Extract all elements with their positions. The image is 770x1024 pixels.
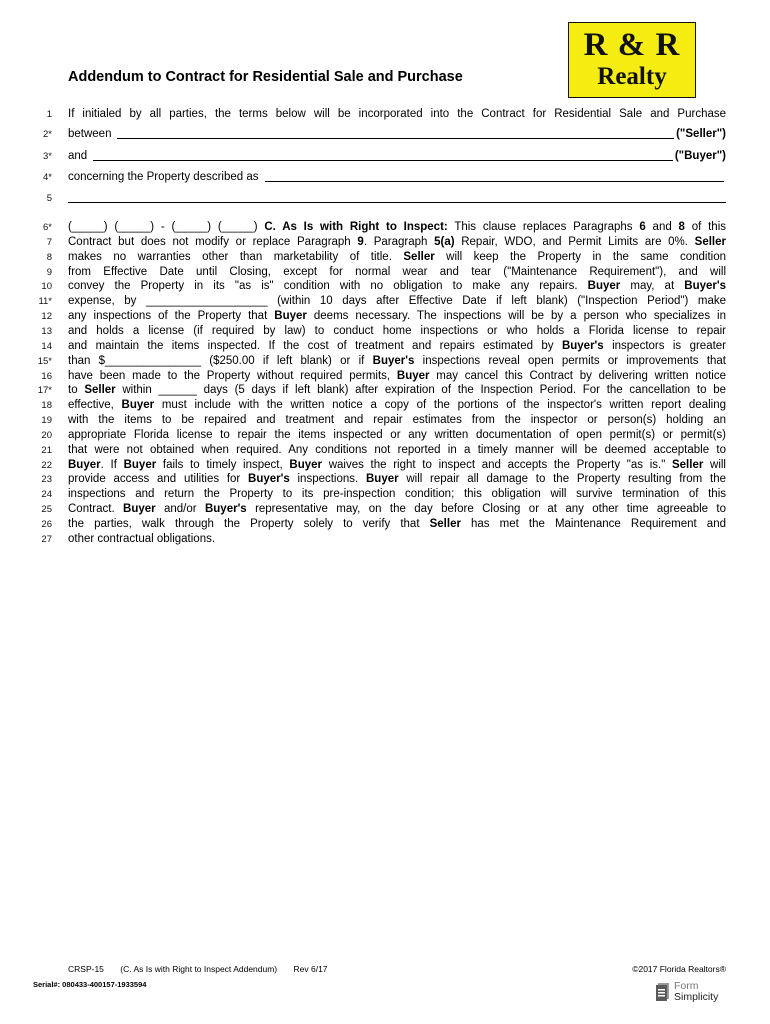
line-number: 10 (41, 281, 52, 293)
line-number: 16 (41, 370, 52, 382)
line-number: 24 (41, 489, 52, 501)
form-line (0, 127, 770, 142)
blank-field[interactable] (68, 191, 726, 203)
blank-field[interactable] (265, 170, 725, 182)
form-line (0, 413, 770, 428)
line-text: from Effective Date until Closing, except for normal wear and tear ("Maintenance Requirement"), and will (68, 265, 726, 278)
blank-field[interactable] (93, 149, 673, 161)
field-label: concerning the Property described as (68, 171, 259, 183)
form-line (0, 369, 770, 384)
form-line (0, 220, 770, 235)
line-number: 7 (46, 236, 52, 248)
form-line (0, 398, 770, 413)
clause-heading-line: (_____) (_____) - (_____) (_____) C. As Is with Right to Inspect: This clause replaces Paragraphs 6 and 8 of this (68, 221, 726, 233)
line-text: provide access and utilities for Buyer's inspections. Buyer will repair all damage to the Property resulting from the (68, 473, 726, 486)
line-number: 19 (41, 415, 52, 427)
line-number: 25 (41, 504, 52, 516)
form-line (0, 324, 770, 339)
form-line (0, 250, 770, 265)
form-line (0, 502, 770, 517)
form-line (0, 339, 770, 354)
field-label: between (68, 128, 112, 140)
line-number: 6* (43, 222, 52, 233)
line-text: with the items to be repaired and treatment and repair estimates from the inspector or person(s) holding an (68, 414, 726, 427)
line-number: 26 (41, 519, 52, 530)
logo-line-1: R & R (583, 27, 681, 63)
line-number: 23 (41, 474, 52, 486)
line-number: 12 (41, 311, 52, 323)
fill-in-line (68, 127, 726, 142)
line-number: 13 (41, 325, 52, 337)
line-number: 9 (46, 266, 52, 278)
line-number: 22 (41, 459, 52, 471)
line-number: 18 (41, 400, 52, 412)
line-number: 5 (46, 193, 52, 204)
line-text: inspections and return the Property to its pre-inspection condition; this obligation will survive termination of this (68, 488, 726, 501)
logo-line-2: Realty (597, 63, 667, 90)
form-footer (68, 964, 342, 974)
line-text: Buyer. If Buyer fails to timely inspect, Buyer waives the right to inspect and accepts the Property "as is." Seller will (68, 458, 726, 471)
form-line (0, 487, 770, 502)
company-logo (568, 22, 696, 98)
form-line (0, 383, 770, 398)
line-text: to Seller within ______ days (5 days if left blank) after expiration of the Inspection Period. For the cancellation to be (68, 384, 726, 397)
form-id: CRSP-15 (68, 964, 104, 974)
line-text: makes no warranties other than marketability of title. Seller will keep the Property in the same condition (68, 250, 726, 263)
line-number: 14 (41, 340, 52, 352)
line-number: 21 (41, 444, 52, 456)
line-text: other contractual obligations. (68, 532, 216, 545)
line-text: Contract. Buyer and/or Buyer's representative may, on the day before Closing or at any other time agreeable to (68, 503, 726, 516)
form-simplicity-logo (656, 981, 718, 1003)
fill-in-line (68, 191, 726, 208)
form-line (0, 443, 770, 458)
brand-line-1: Form (674, 980, 699, 992)
blank-field[interactable] (117, 127, 674, 139)
form-line (0, 532, 770, 547)
field-label: and (68, 150, 88, 162)
line-number: 27 (41, 533, 52, 545)
field-role: ("Seller") (676, 128, 726, 140)
line-text: and holds a license (if required by law) to conduct home inspections or who holds a Florida license to repair (68, 324, 726, 337)
line-number: 4* (43, 172, 52, 183)
line-text: and maintain the items inspected. If the cost of treatment and repairs estimated by Buyer's inspectors is greater (68, 339, 727, 352)
serial-number: Serial#: 080433-400157-1933594 (33, 980, 147, 989)
line-text: Contract but does not modify or replace Paragraph 9. Paragraph 5(a) Repair, WDO, and Permit Limits are 0%. Seller (68, 235, 726, 248)
line-text: effective, Buyer must include with the written notice a copy of the portions of the inspector's written report dealing (68, 399, 726, 412)
form-line (0, 149, 770, 164)
form-revision: Rev 6/17 (293, 964, 328, 974)
brand-line-2: Simplicity (674, 991, 719, 1003)
line-number: 1 (46, 109, 52, 120)
form-line (0, 235, 770, 250)
line-text: appropriate Florida license to repair the items inspected or any written documentation of open permit(s) or permit(s) (68, 428, 726, 441)
page-title: Addendum to Contract for Residential Sale and Purchase (68, 69, 463, 85)
form-line (0, 309, 770, 324)
fill-in-line (68, 170, 726, 185)
form-line (0, 107, 770, 122)
line-text: that were not obtained when required. Any conditions not reported in a timely manner will be deemed acceptable to (68, 443, 726, 456)
line-text: have been made to the Property without required permits, Buyer may cancel this Contract by delivering written notice (68, 369, 726, 382)
form-line (0, 428, 770, 443)
form-name: (C. As Is with Right to Inspect Addendum) (120, 964, 278, 974)
form-line (0, 517, 770, 532)
field-role: ("Buyer") (674, 150, 726, 162)
line-text: than $_______________ ($250.00 if left blank) or if Buyer's inspections reveal open permits or improvements that (68, 354, 726, 367)
form-line (0, 294, 770, 309)
line-number: 20 (41, 429, 52, 441)
form-line (0, 354, 770, 369)
line-text: If initialed by all parties, the terms below will be incorporated into the Contract for Residential Sale and Purchase (68, 108, 726, 120)
line-text: convey the Property in its "as is" condition with no obligation to make any repairs. Buyer may, at Buyer's (68, 280, 726, 293)
form-line (0, 472, 770, 487)
line-text: the parties, walk through the Property solely to verify that Seller has met the Maintenance Requirement and (68, 518, 726, 530)
line-number: 11* (38, 296, 52, 308)
form-line (0, 279, 770, 294)
form-line (0, 458, 770, 473)
line-number: 15* (37, 355, 52, 367)
line-text: any inspections of the Property that Buyer deems necessary. The inspections will be by a person who specializes in (68, 310, 727, 323)
line-number: 8 (46, 251, 52, 263)
copyright-notice: ©2017 Florida Realtors® (632, 964, 726, 974)
line-number: 2* (43, 129, 52, 140)
line-text: expense, by ___________________ (within 10 days after Effective Date if left blank) ("Inspection Period") make (68, 295, 726, 308)
line-number: 3* (43, 151, 52, 162)
line-number: 17* (37, 385, 52, 397)
form-line (0, 191, 770, 206)
document-stack-icon (656, 982, 670, 1002)
fill-in-line (68, 149, 726, 164)
form-line (0, 265, 770, 280)
form-line (0, 170, 770, 185)
